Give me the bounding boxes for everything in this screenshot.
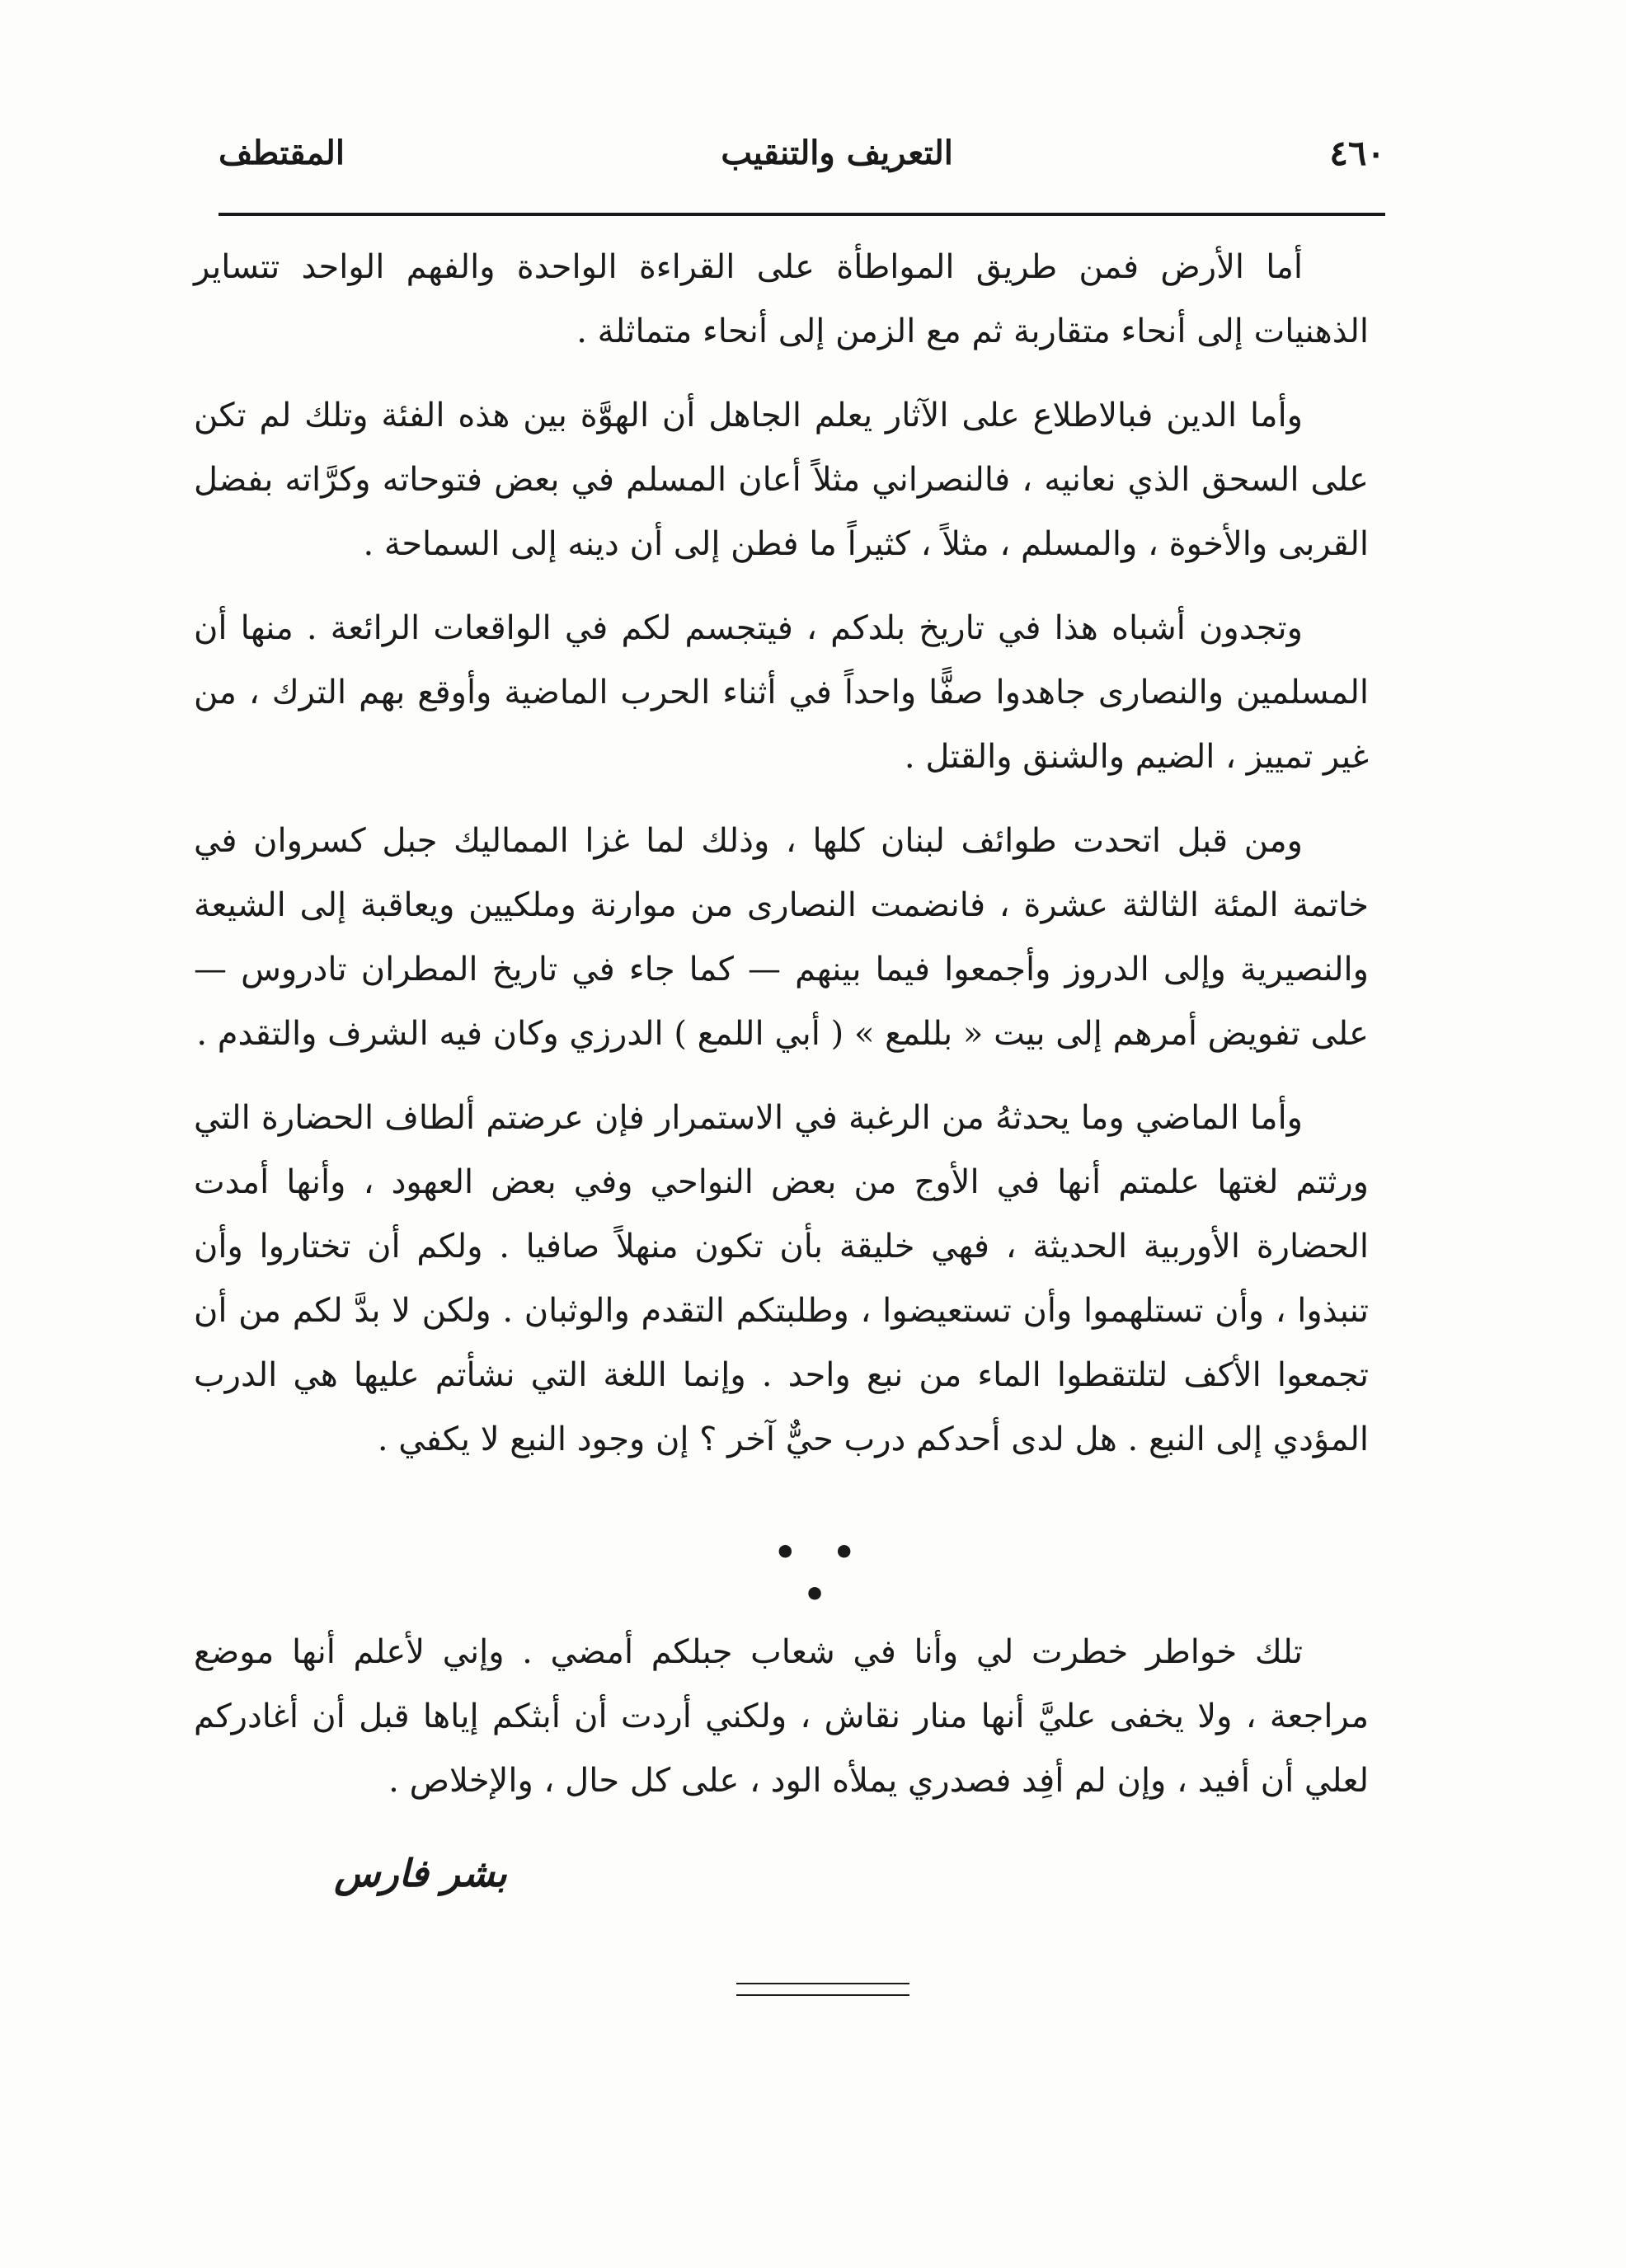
paragraph-land: أما الأرض فمن طريق المواطأة على القراءة الواحدة والفهم الواحد تتساير الذهنيات إلى أنحاء متقاربة ثم مع الزمن إلى أنحاء متماثلة .: [194, 248, 1369, 350]
author-signature: بشر فارس: [334, 1851, 507, 1895]
closing-section: [194, 1620, 1369, 1813]
section-title: التعريف والتنقيب: [721, 133, 953, 172]
end-rule: [736, 1983, 909, 1996]
journal-title: المقتطف: [219, 133, 345, 172]
section-separator: • • •: [773, 1532, 867, 1616]
page-number: ٤٦٠: [1329, 132, 1385, 173]
paragraph-religion: وأما الدين فبالاطلاع على الآثار يعلم الجاهل أن الهوَّة بين هذه الفئة وتلك لم تكن على السحق الذي نعانيه ، فالنصراني مثلاً أعان المسلم في بعض فتوحاته وكرَّاته بفضل القربى والأخوة ، والمسلم ، مثلاً ، كثيراً ما فطن إلى أن دينه إلى السماحة .: [194, 397, 1369, 563]
article-body: [194, 235, 1369, 1491]
closing-paragraph: تلك خواطر خطرت لي وأنا في شعاب جبلكم أمضي . وإني لأعلم أنها موضع مراجعة ، ولا يخفى عليَّ أنها منار نقاش ، ولكني أردت أن أبثكم إياها قبل أن أغادركم لعلي أن أفيد ، وإن لم أفِد فصدري يملأه الود ، على كل حال ، والإخلاص .: [194, 1633, 1369, 1800]
paragraph-past-and-language: وأما الماضي وما يحدثهُ من الرغبة في الاستمرار فإن عرضتم ألطاف الحضارة التي ورثتم لغتها علمتم أنها في الأوج من بعض النواحي وفي بعض العهود ، وأنها أمدت الحضارة الأوربية الحديثة ، فهي خليقة بأن تكون منهلاً صافيا . ولكم أن تختاروا وأن تنبذوا ، وأن تستلهموا وأن تستعيضوا ، وطلبتكم التقدم والوثبان . ولكن لا بدَّ لكم من أن تجمعوا الأكف لتلتقطوا الماء من نبع واحد . وإنما اللغة التي نشأتم عليها هي الدرب المؤدي إلى النبع . هل لدى أحدكم درب حيٌّ آخر ؟ إن وجود النبع لا يكفي .: [194, 1099, 1369, 1458]
paragraph-lebanon-unity: ومن قبل اتحدت طوائف لبنان كلها ، وذلك لما غزا المماليك جبل كسروان في خاتمة المئة الثالثة عشرة ، فانضمت النصارى من موارنة وملكيين ويعاقبة إلى الشيعة والنصيرية وإلى الدروز وأجمعوا فيما بينهم — كما جاء في تاريخ المطران تادروس — على تفويض أمرهم إلى بيت « بللمع » ( أبي اللمع ) الدرزي وكان فيه الشرف والتقدم .: [194, 822, 1369, 1053]
running-header: [219, 124, 1385, 181]
paragraph-history-examples: وتجدون أشباه هذا في تاريخ بلدكم ، فيتجسم لكم في الواقعات الرائعة . منها أن المسلمين والنصارى جاهدوا صفًّا واحداً في أثناء الحرب الماضية وأوقع بهم الترك ، من غير تمييز ، الضيم والشنق والقتل .: [194, 609, 1369, 776]
header-rule: [219, 213, 1385, 216]
